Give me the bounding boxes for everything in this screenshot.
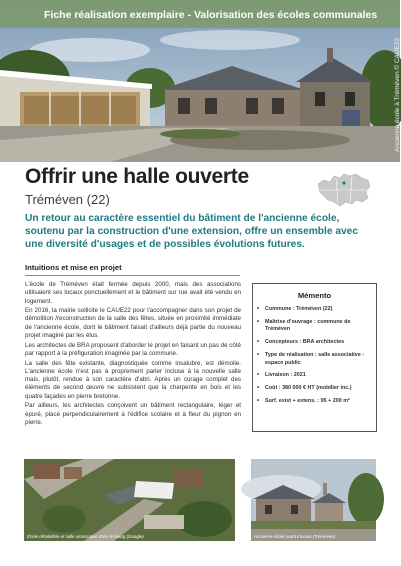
memento-item-text: Maîtrise d'ouvrage : commune de Tréméven: [265, 318, 351, 333]
memento-item: [257, 319, 373, 334]
memento-item: [257, 339, 373, 346]
memento-item-text: Surf. exist + extens. : 95 + 200 m²: [265, 398, 350, 405]
memento-item-text: Livraison : 2021: [265, 372, 306, 379]
memento-item-text: Coût : 380 000 € HT (mobilier inc.): [265, 385, 352, 392]
aerial-photo: [24, 459, 235, 541]
page-title: Offrir une halle ouverte: [25, 165, 249, 188]
page-subtitle: Tréméven (22): [25, 192, 110, 207]
bullet-icon: •: [257, 398, 260, 405]
brittany-map-icon: [316, 170, 372, 208]
memento-list: [257, 306, 373, 411]
bullet-icon: •: [257, 352, 260, 359]
hero-photo-credit-text: Ancienne école à Tréméven © CAUE22: [394, 37, 401, 152]
bullet-icon: •: [257, 385, 260, 392]
memento-item: [257, 385, 373, 392]
body-paragraph: Les architectes de BRA proposent d'aborder le projet en faisant un pas de côté par rapport à la préfiguration imaginée par la commune.: [25, 341, 241, 357]
memento-item: [257, 372, 373, 379]
bullet-icon: •: [257, 372, 260, 379]
street-photo: [251, 459, 376, 541]
photo-caption-left: École réhabilitée et salle associative dans le bourg (Google): [27, 534, 144, 539]
section-body: [25, 281, 241, 429]
aerial-illustration: [24, 459, 235, 541]
bullet-icon: •: [257, 318, 260, 325]
memento-item-text: Concepteurs : BRA architectes: [265, 339, 345, 346]
banner-title: Fiche réalisation exemplaire - Valorisation des écoles communales: [44, 9, 378, 21]
body-paragraph: En 2016, la mairie sollicite le CAUE22 pour l'accompagner dans son projet de démolition /reconstruction de la salle des fêtes, située en proximité immédiate de l'ancienne école, dont le bâtiment faisait d'ailleurs déjà partie du nouveau projet imaginé par les élus.: [25, 307, 241, 340]
bullet-icon: •: [257, 306, 260, 312]
memento-item: [257, 306, 373, 313]
lead-paragraph: Un retour au caractère essentiel du bâtiment de l'ancienne école, soutenu par la construction d'une extension, offre un ensemble avec une diversité d'usages et de possibles évolutions futures.: [25, 213, 359, 250]
brittany-map-shape: [316, 170, 372, 208]
memento-item-text: Commune : Tréméven (22): [265, 306, 333, 312]
memento-item: [257, 352, 373, 367]
memento-title: Mémento: [297, 291, 332, 300]
street-illustration: [251, 459, 376, 541]
photo-caption-right: Ancienne école avant travaux (Tréméven): [254, 534, 336, 539]
body-paragraph: Par ailleurs, les architectes conçoivent un bâtiment rectangulaire, léger et épuré, placé perpendiculairement à l'édifice scolaire et à fleur du pignon en pierre.: [25, 402, 241, 426]
memento-item: [257, 398, 373, 405]
body-paragraph: L'école de Tréméven était fermée depuis 2000, mais des associations utilisaient ses locaux ponctuellement et le bâtiment sur rue avait été vendu en logement.: [25, 281, 241, 305]
bullet-icon: •: [257, 339, 260, 346]
hero-photo-credit: [386, 30, 401, 152]
memento-box: [252, 283, 377, 432]
section-divider: [25, 275, 240, 276]
memento-item-text: Type de réalisation : salle associative - espace public: [265, 352, 365, 366]
section-heading: Intuitions et mise en projet: [25, 263, 122, 272]
body-paragraph: La salle des fête existante, diagnostiquée comme insalubre, est démolie. L'ancienne école n'est pas à proprement parler incluse à la nouvelle salle mais, plutôt, rendue à son caractère d'abri. Après un curage complet des éléments de second œuvre ne subsistent que la charpente en bois et les quatre façades en pierre bretonne.: [25, 359, 241, 400]
